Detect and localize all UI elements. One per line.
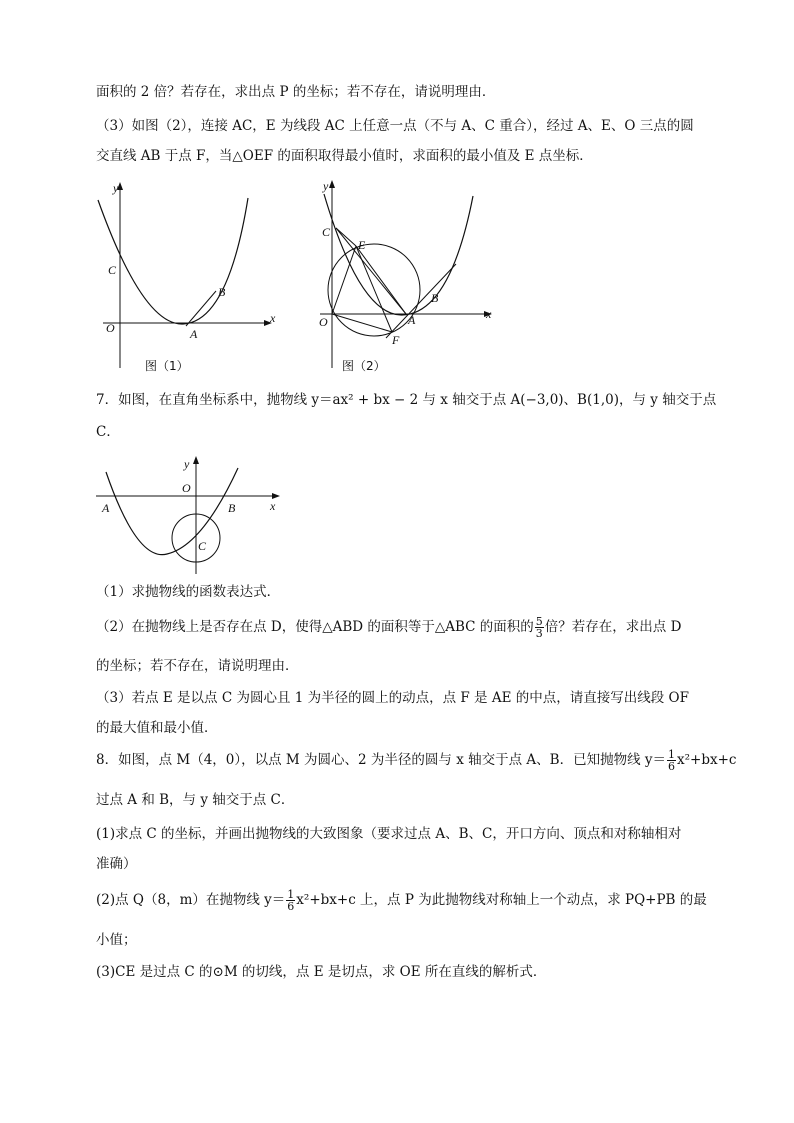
text-line-2: （3）如图（2），连接 AC，E 为线段 AC 上任意一点（不与 A、C 重合），经过 A、E、O 三点的圆 (96, 118, 694, 134)
line-of (332, 314, 392, 332)
text-line-1: 面积的 2 倍？若存在，求出点 P 的坐标；若不存在，请说明理由． (96, 84, 496, 100)
q8-part-1-line-b: 准确） (96, 856, 137, 872)
label-x: x (486, 307, 492, 321)
label-a: A (190, 327, 198, 341)
q7-line-b: C． (96, 424, 120, 440)
line-oe (332, 246, 356, 314)
fraction-num: 5 (535, 614, 543, 628)
label-o: O (106, 321, 115, 335)
label-y: y (323, 179, 329, 193)
q8-line-a-pre: 8．如图，点 M（4，0），以点 M 为圆心、2 为半径的圆与 x 轴交于点 A、B．已知抛物线 y＝ (96, 752, 666, 768)
label-b: B (218, 285, 226, 299)
fraction-num: 1 (287, 887, 295, 901)
q7-part-2-line-a (96, 612, 681, 642)
label-f: F (392, 333, 400, 347)
q8-line-a-post: x²+bx+c (677, 752, 737, 768)
line-ef (356, 246, 392, 332)
y-axis-arrow (329, 180, 335, 188)
line-ce (336, 228, 356, 246)
line-ab (186, 291, 216, 326)
label-o: O (319, 315, 328, 329)
figure-1 (88, 178, 288, 378)
fraction-1-6-b (286, 889, 295, 912)
label-x: x (270, 311, 276, 325)
fraction-num: 1 (668, 747, 675, 761)
fraction-den: 6 (668, 759, 675, 773)
q8-part-2-post: x²+bx+c 上，点 P 为此抛物线对称轴上一个动点，求 PQ+PB 的最 (296, 892, 707, 908)
text-line-3: 交直线 AB 于点 F，当△OEF 的面积取得最小值时，求面积的最小值及 E 点坐标． (96, 148, 593, 164)
y-axis-arrow (193, 456, 199, 464)
q8-line-a (96, 744, 736, 776)
label-b: B (228, 501, 236, 515)
label-c: C (322, 225, 331, 239)
label-o: O (182, 481, 191, 495)
label-b: B (431, 291, 439, 305)
fraction-den: 3 (535, 626, 543, 640)
figure-3 (92, 452, 292, 577)
line-ea (356, 246, 406, 314)
caption-fig1: 图（1） (145, 359, 189, 373)
q7-part-2-line-b: 的坐标；若不存在，请说明理由． (96, 658, 299, 674)
label-c: C (198, 539, 207, 553)
q8-line-b: 过点 A 和 B，与 y 轴交于点 C． (96, 792, 295, 808)
line-ca (336, 228, 406, 314)
figure-2 (310, 176, 510, 376)
q7-part-3-line-a: （3）若点 E 是以点 C 为圆心且 1 为半径的圆上的动点，点 F 是 AE 的中点，请直接写出线段 OF (96, 690, 689, 706)
q8-part-2-line-a (96, 884, 707, 916)
q7-part-3-line-b: 的最大值和最小值． (96, 720, 218, 736)
q8-part-2-line-b: 小值； (96, 932, 137, 948)
label-a: A (102, 501, 110, 515)
label-y: y (113, 181, 119, 195)
caption-fig2: 图（2） (342, 359, 386, 373)
label-y: y (184, 457, 190, 471)
q7-line-a: 7．如图，在直角坐标系中，抛物线 y＝ax² + bx − 2 与 x 轴交于点 A(−3,0)、B(1,0)，与 y 轴交于点 (96, 392, 717, 408)
fraction-1-6 (667, 749, 676, 772)
q7-part-2-post: 倍？若存在，求出点 D (544, 619, 682, 635)
q8-part-2-pre: (2)点 Q（8，m）在抛物线 y＝ (96, 892, 286, 908)
q7-part-1: （1）求抛物线的函数表达式． (96, 584, 281, 600)
label-x: x (270, 499, 276, 513)
label-a: A (408, 313, 416, 327)
label-c: C (108, 263, 117, 277)
q8-part-3: (3)CE 是过点 C 的⊙M 的切线，点 E 是切点，求 OE 所在直线的解析式． (96, 964, 547, 980)
fraction-den: 6 (287, 899, 295, 913)
q8-part-1-line-a: (1)求点 C 的坐标，并画出抛物线的大致图象（要求过点 A、B、C，开口方向、顶点和对称轴相对 (96, 826, 682, 842)
fraction-5-3 (535, 616, 544, 639)
label-e: E (358, 238, 366, 252)
parabola (324, 194, 473, 315)
q7-part-2-pre: （2）在抛物线上是否存在点 D，使得△ABD 的面积等于△ABC 的面积的 (96, 619, 534, 635)
